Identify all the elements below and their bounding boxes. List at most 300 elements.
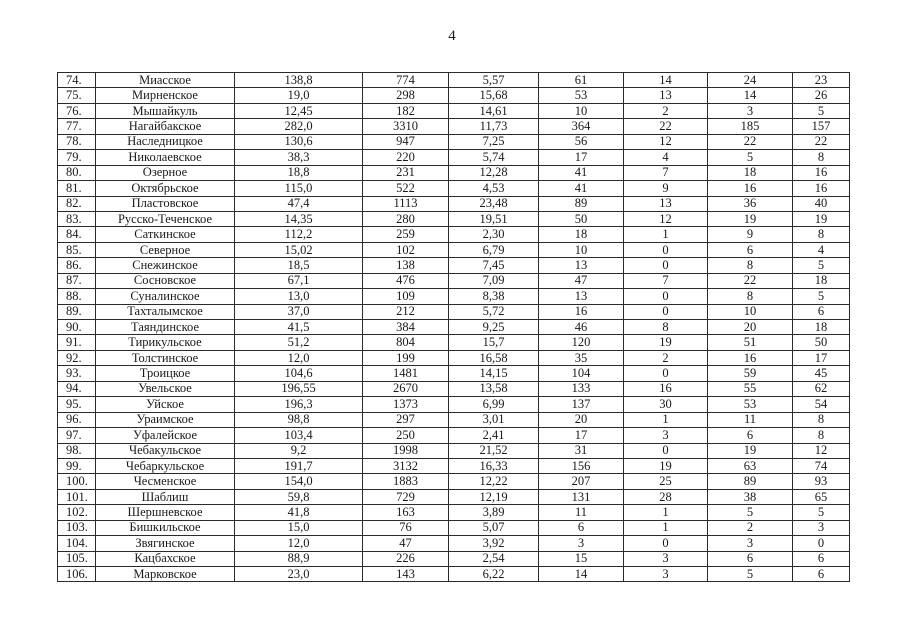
value-cell: 19 [624, 458, 708, 473]
value-cell: 8 [793, 150, 850, 165]
value-cell: 5 [708, 505, 793, 520]
value-cell: 5 [708, 150, 793, 165]
row-number-cell: 105. [58, 551, 96, 566]
table-row [58, 397, 850, 412]
value-cell: 62 [793, 381, 850, 396]
value-cell: 89 [708, 474, 793, 489]
value-cell: 10 [708, 304, 793, 319]
value-cell: 364 [539, 119, 624, 134]
value-cell: 104 [539, 366, 624, 381]
value-cell: 22 [708, 134, 793, 149]
value-cell: 8 [708, 258, 793, 273]
value-cell: 16,58 [449, 350, 539, 365]
table-row [58, 304, 850, 319]
table-row [58, 165, 850, 180]
value-cell: 2 [624, 103, 708, 118]
table-row [58, 350, 850, 365]
value-cell: 7,09 [449, 273, 539, 288]
value-cell: 2670 [363, 381, 449, 396]
value-cell: 196,3 [235, 397, 363, 412]
district-name-cell: Троицкое [96, 366, 235, 381]
value-cell: 131 [539, 489, 624, 504]
district-name-cell: Снежинское [96, 258, 235, 273]
value-cell: 23,48 [449, 196, 539, 211]
row-number-cell: 103. [58, 520, 96, 535]
value-cell: 41 [539, 181, 624, 196]
row-number-cell: 99. [58, 458, 96, 473]
value-cell: 31 [539, 443, 624, 458]
value-cell: 56 [539, 134, 624, 149]
value-cell: 40 [793, 196, 850, 211]
value-cell: 3,01 [449, 412, 539, 427]
value-cell: 182 [363, 103, 449, 118]
value-cell: 20 [708, 320, 793, 335]
row-number-cell: 88. [58, 289, 96, 304]
table-row [58, 567, 850, 582]
value-cell: 74 [793, 458, 850, 473]
row-number-cell: 84. [58, 227, 96, 242]
value-cell: 61 [539, 73, 624, 88]
value-cell: 104,6 [235, 366, 363, 381]
value-cell: 102 [363, 242, 449, 257]
table-row [58, 242, 850, 257]
table-row [58, 73, 850, 88]
value-cell: 138 [363, 258, 449, 273]
district-name-cell: Чебакульское [96, 443, 235, 458]
value-cell: 18,5 [235, 258, 363, 273]
value-cell: 6 [793, 551, 850, 566]
value-cell: 7,45 [449, 258, 539, 273]
value-cell: 6 [539, 520, 624, 535]
row-number-cell: 96. [58, 412, 96, 427]
value-cell: 19 [708, 211, 793, 226]
value-cell: 22 [708, 273, 793, 288]
table-row [58, 88, 850, 103]
district-name-cell: Николаевское [96, 150, 235, 165]
value-cell: 1 [624, 412, 708, 427]
value-cell: 6,22 [449, 567, 539, 582]
value-cell: 15,7 [449, 335, 539, 350]
value-cell: 6 [708, 428, 793, 443]
value-cell: 41 [539, 165, 624, 180]
district-name-cell: Тирикульское [96, 335, 235, 350]
value-cell: 9 [708, 227, 793, 242]
value-cell: 3 [624, 428, 708, 443]
row-number-cell: 80. [58, 165, 96, 180]
value-cell: 12 [624, 134, 708, 149]
value-cell: 1 [624, 520, 708, 535]
value-cell: 7 [624, 165, 708, 180]
table-row [58, 134, 850, 149]
district-name-cell: Пластовское [96, 196, 235, 211]
value-cell: 522 [363, 181, 449, 196]
value-cell: 12,45 [235, 103, 363, 118]
value-cell: 774 [363, 73, 449, 88]
value-cell: 65 [793, 489, 850, 504]
value-cell: 12,0 [235, 536, 363, 551]
value-cell: 23,0 [235, 567, 363, 582]
value-cell: 13 [539, 258, 624, 273]
value-cell: 53 [708, 397, 793, 412]
value-cell: 3 [708, 103, 793, 118]
value-cell: 4,53 [449, 181, 539, 196]
table-body [58, 73, 850, 582]
table-row [58, 505, 850, 520]
row-number-cell: 76. [58, 103, 96, 118]
value-cell: 5,07 [449, 520, 539, 535]
value-cell: 19,0 [235, 88, 363, 103]
value-cell: 12,0 [235, 350, 363, 365]
value-cell: 0 [793, 536, 850, 551]
district-name-cell: Чебаркульское [96, 458, 235, 473]
row-number-cell: 87. [58, 273, 96, 288]
value-cell: 17 [793, 350, 850, 365]
value-cell: 18 [793, 273, 850, 288]
value-cell: 98,8 [235, 412, 363, 427]
row-number-cell: 101. [58, 489, 96, 504]
value-cell: 18,8 [235, 165, 363, 180]
data-table [57, 72, 850, 582]
value-cell: 0 [624, 304, 708, 319]
district-name-cell: Шаблиш [96, 489, 235, 504]
value-cell: 384 [363, 320, 449, 335]
district-name-cell: Тахталымское [96, 304, 235, 319]
row-number-cell: 102. [58, 505, 96, 520]
value-cell: 8 [624, 320, 708, 335]
value-cell: 55 [708, 381, 793, 396]
value-cell: 45 [793, 366, 850, 381]
district-name-cell: Сосновское [96, 273, 235, 288]
value-cell: 93 [793, 474, 850, 489]
value-cell: 2,54 [449, 551, 539, 566]
value-cell: 199 [363, 350, 449, 365]
table-row [58, 181, 850, 196]
value-cell: 19 [793, 211, 850, 226]
row-number-cell: 89. [58, 304, 96, 319]
value-cell: 9,2 [235, 443, 363, 458]
district-name-cell: Марковское [96, 567, 235, 582]
district-name-cell: Ураимское [96, 412, 235, 427]
value-cell: 3 [793, 520, 850, 535]
value-cell: 5 [793, 258, 850, 273]
value-cell: 259 [363, 227, 449, 242]
value-cell: 280 [363, 211, 449, 226]
value-cell: 4 [624, 150, 708, 165]
value-cell: 191,7 [235, 458, 363, 473]
value-cell: 133 [539, 381, 624, 396]
value-cell: 25 [624, 474, 708, 489]
value-cell: 12,22 [449, 474, 539, 489]
value-cell: 15,68 [449, 88, 539, 103]
district-name-cell: Уйское [96, 397, 235, 412]
value-cell: 16 [793, 181, 850, 196]
value-cell: 21,52 [449, 443, 539, 458]
table-row [58, 520, 850, 535]
value-cell: 11 [708, 412, 793, 427]
value-cell: 16 [708, 350, 793, 365]
value-cell: 2 [708, 520, 793, 535]
value-cell: 13 [539, 289, 624, 304]
value-cell: 143 [363, 567, 449, 582]
value-cell: 130,6 [235, 134, 363, 149]
table-row [58, 119, 850, 134]
row-number-cell: 75. [58, 88, 96, 103]
row-number-cell: 90. [58, 320, 96, 335]
value-cell: 8 [793, 412, 850, 427]
district-name-cell: Чесменское [96, 474, 235, 489]
value-cell: 220 [363, 150, 449, 165]
value-cell: 47 [363, 536, 449, 551]
row-number-cell: 92. [58, 350, 96, 365]
value-cell: 804 [363, 335, 449, 350]
value-cell: 22 [624, 119, 708, 134]
table-row [58, 289, 850, 304]
table-row [58, 320, 850, 335]
district-name-cell: Толстинское [96, 350, 235, 365]
value-cell: 8 [793, 227, 850, 242]
value-cell: 37,0 [235, 304, 363, 319]
district-name-cell: Уфалейское [96, 428, 235, 443]
value-cell: 297 [363, 412, 449, 427]
value-cell: 14,61 [449, 103, 539, 118]
value-cell: 6 [708, 242, 793, 257]
value-cell: 17 [539, 428, 624, 443]
value-cell: 0 [624, 242, 708, 257]
value-cell: 12 [624, 211, 708, 226]
value-cell: 53 [539, 88, 624, 103]
value-cell: 16 [539, 304, 624, 319]
value-cell: 3,89 [449, 505, 539, 520]
value-cell: 18 [539, 227, 624, 242]
value-cell: 15,02 [235, 242, 363, 257]
value-cell: 1 [624, 505, 708, 520]
table-row [58, 458, 850, 473]
value-cell: 51 [708, 335, 793, 350]
district-name-cell: Таяндинское [96, 320, 235, 335]
value-cell: 47,4 [235, 196, 363, 211]
value-cell: 50 [539, 211, 624, 226]
value-cell: 0 [624, 258, 708, 273]
district-name-cell: Русско-Теченское [96, 211, 235, 226]
value-cell: 19 [708, 443, 793, 458]
value-cell: 14,15 [449, 366, 539, 381]
district-name-cell: Саткинское [96, 227, 235, 242]
value-cell: 7 [624, 273, 708, 288]
district-name-cell: Мирненское [96, 88, 235, 103]
value-cell: 10 [539, 103, 624, 118]
value-cell: 196,55 [235, 381, 363, 396]
value-cell: 729 [363, 489, 449, 504]
value-cell: 46 [539, 320, 624, 335]
value-cell: 22 [793, 134, 850, 149]
row-number-cell: 104. [58, 536, 96, 551]
value-cell: 115,0 [235, 181, 363, 196]
row-number-cell: 91. [58, 335, 96, 350]
district-name-cell: Увельское [96, 381, 235, 396]
row-number-cell: 94. [58, 381, 96, 396]
value-cell: 298 [363, 88, 449, 103]
value-cell: 476 [363, 273, 449, 288]
table-row [58, 443, 850, 458]
value-cell: 6,79 [449, 242, 539, 257]
value-cell: 13,0 [235, 289, 363, 304]
value-cell: 50 [793, 335, 850, 350]
table-row [58, 474, 850, 489]
value-cell: 250 [363, 428, 449, 443]
value-cell: 6 [793, 567, 850, 582]
value-cell: 163 [363, 505, 449, 520]
table-row [58, 335, 850, 350]
table-row [58, 273, 850, 288]
value-cell: 12,28 [449, 165, 539, 180]
value-cell: 41,5 [235, 320, 363, 335]
value-cell: 112,2 [235, 227, 363, 242]
row-number-cell: 85. [58, 242, 96, 257]
value-cell: 11,73 [449, 119, 539, 134]
row-number-cell: 98. [58, 443, 96, 458]
district-name-cell: Озерное [96, 165, 235, 180]
value-cell: 7,25 [449, 134, 539, 149]
value-cell: 63 [708, 458, 793, 473]
value-cell: 154,0 [235, 474, 363, 489]
value-cell: 4 [793, 242, 850, 257]
value-cell: 6 [708, 551, 793, 566]
row-number-cell: 93. [58, 366, 96, 381]
value-cell: 947 [363, 134, 449, 149]
value-cell: 5 [793, 505, 850, 520]
value-cell: 6,99 [449, 397, 539, 412]
row-number-cell: 83. [58, 211, 96, 226]
value-cell: 5 [793, 103, 850, 118]
value-cell: 20 [539, 412, 624, 427]
value-cell: 1998 [363, 443, 449, 458]
value-cell: 226 [363, 551, 449, 566]
value-cell: 14 [539, 567, 624, 582]
district-name-cell: Шершневское [96, 505, 235, 520]
value-cell: 137 [539, 397, 624, 412]
value-cell: 19 [624, 335, 708, 350]
value-cell: 23 [793, 73, 850, 88]
value-cell: 26 [793, 88, 850, 103]
value-cell: 30 [624, 397, 708, 412]
row-number-cell: 81. [58, 181, 96, 196]
value-cell: 10 [539, 242, 624, 257]
value-cell: 156 [539, 458, 624, 473]
value-cell: 231 [363, 165, 449, 180]
value-cell: 138,8 [235, 73, 363, 88]
value-cell: 11 [539, 505, 624, 520]
value-cell: 36 [708, 196, 793, 211]
value-cell: 185 [708, 119, 793, 134]
value-cell: 12 [793, 443, 850, 458]
district-name-cell: Суналинское [96, 289, 235, 304]
value-cell: 1373 [363, 397, 449, 412]
value-cell: 3 [624, 551, 708, 566]
value-cell: 89 [539, 196, 624, 211]
table-row [58, 196, 850, 211]
value-cell: 12,19 [449, 489, 539, 504]
value-cell: 282,0 [235, 119, 363, 134]
value-cell: 38 [708, 489, 793, 504]
value-cell: 5,72 [449, 304, 539, 319]
value-cell: 120 [539, 335, 624, 350]
table-row [58, 489, 850, 504]
value-cell: 41,8 [235, 505, 363, 520]
value-cell: 35 [539, 350, 624, 365]
value-cell: 103,4 [235, 428, 363, 443]
value-cell: 24 [708, 73, 793, 88]
value-cell: 15,0 [235, 520, 363, 535]
table-row [58, 150, 850, 165]
value-cell: 13,58 [449, 381, 539, 396]
value-cell: 5 [793, 289, 850, 304]
value-cell: 76 [363, 520, 449, 535]
value-cell: 3,92 [449, 536, 539, 551]
value-cell: 8 [708, 289, 793, 304]
table-row [58, 227, 850, 242]
row-number-cell: 74. [58, 73, 96, 88]
value-cell: 0 [624, 289, 708, 304]
value-cell: 1113 [363, 196, 449, 211]
value-cell: 9,25 [449, 320, 539, 335]
district-name-cell: Северное [96, 242, 235, 257]
value-cell: 14 [708, 88, 793, 103]
value-cell: 0 [624, 443, 708, 458]
value-cell: 54 [793, 397, 850, 412]
value-cell: 59 [708, 366, 793, 381]
value-cell: 3310 [363, 119, 449, 134]
value-cell: 67,1 [235, 273, 363, 288]
table-row [58, 211, 850, 226]
table-row [58, 536, 850, 551]
district-name-cell: Звягинское [96, 536, 235, 551]
district-name-cell: Миасское [96, 73, 235, 88]
value-cell: 5 [708, 567, 793, 582]
value-cell: 17 [539, 150, 624, 165]
value-cell: 8,38 [449, 289, 539, 304]
value-cell: 3 [624, 567, 708, 582]
row-number-cell: 97. [58, 428, 96, 443]
table-row [58, 381, 850, 396]
row-number-cell: 100. [58, 474, 96, 489]
table-row [58, 103, 850, 118]
value-cell: 6 [793, 304, 850, 319]
row-number-cell: 77. [58, 119, 96, 134]
value-cell: 3 [539, 536, 624, 551]
value-cell: 5,74 [449, 150, 539, 165]
value-cell: 28 [624, 489, 708, 504]
value-cell: 2,41 [449, 428, 539, 443]
value-cell: 18 [793, 320, 850, 335]
table-row [58, 551, 850, 566]
value-cell: 16 [793, 165, 850, 180]
value-cell: 88,9 [235, 551, 363, 566]
row-number-cell: 95. [58, 397, 96, 412]
district-name-cell: Наследницкое [96, 134, 235, 149]
district-name-cell: Нагайбакское [96, 119, 235, 134]
row-number-cell: 82. [58, 196, 96, 211]
value-cell: 14 [624, 73, 708, 88]
value-cell: 0 [624, 366, 708, 381]
value-cell: 38,3 [235, 150, 363, 165]
value-cell: 207 [539, 474, 624, 489]
value-cell: 16 [708, 181, 793, 196]
value-cell: 15 [539, 551, 624, 566]
value-cell: 1883 [363, 474, 449, 489]
table-row [58, 412, 850, 427]
value-cell: 19,51 [449, 211, 539, 226]
value-cell: 51,2 [235, 335, 363, 350]
